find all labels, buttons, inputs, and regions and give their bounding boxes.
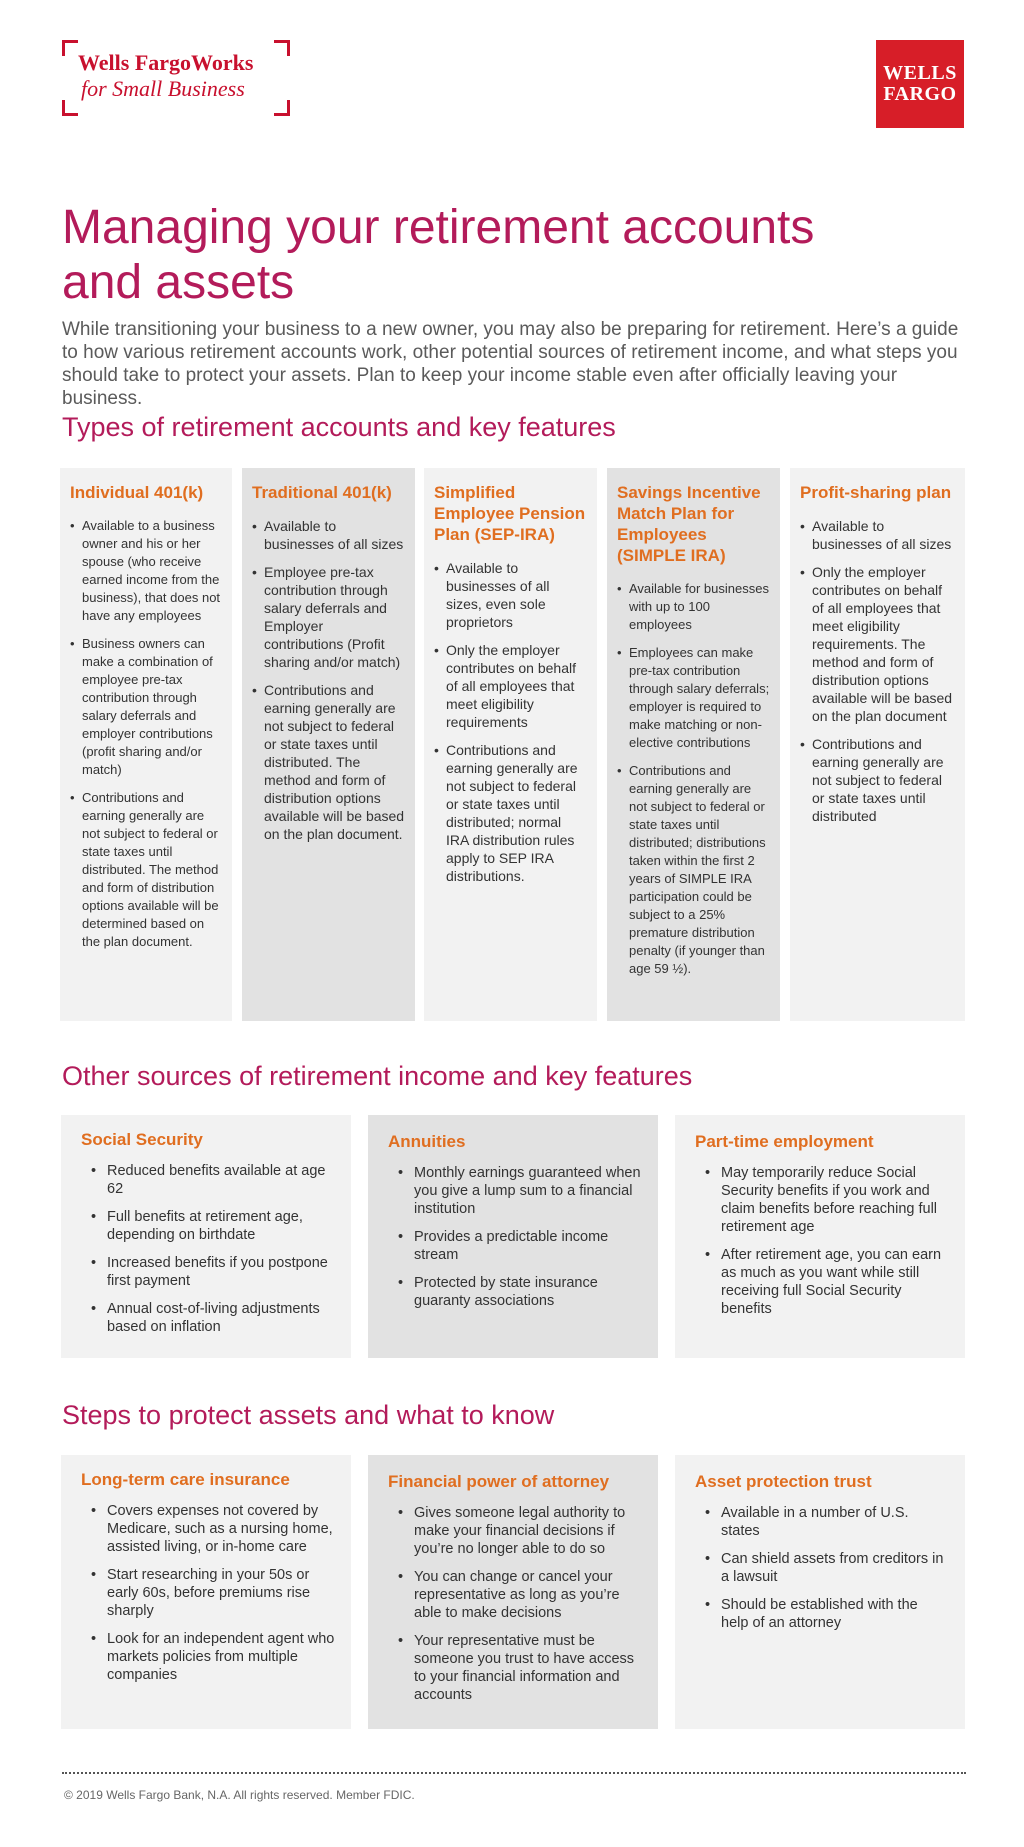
list-item: • Start researching in your 50s or early 60s, before premiums rise sharply <box>89 1566 335 1620</box>
list-item: • Increased benefits if you postpone first payment <box>89 1254 335 1290</box>
wells-fargo-logo-line-2: FARGO <box>883 83 957 105</box>
list-item: • Look for an independent agent who markets policies from multiple companies <box>89 1630 335 1684</box>
list-item: • You can change or cancel your representative as long as you’re able to make decisions <box>396 1568 642 1622</box>
card-list <box>617 580 770 978</box>
list-item: • Contributions and earning generally are not subject to federal or state taxes until distributed; distributions taken within the first 2 years of SIMPLE IRA participation could be subject to a 25% premature distribution penalty (if younger than age 59 ½). <box>617 762 770 978</box>
card-title: Part-time employment <box>695 1132 874 1151</box>
footer-divider <box>62 1772 966 1774</box>
logo-line-2: for Small Business <box>81 76 245 101</box>
list-item: • May temporarily reduce Social Security benefits if you work and claim benefits before reaching full retirement age <box>703 1164 949 1236</box>
logo-bracket-top-left <box>62 40 78 56</box>
card-asset-protection-trust <box>675 1455 965 1729</box>
card-title: Simplified Employee Pension Plan (SEP-IRA) <box>434 483 586 544</box>
list-item: • Annual cost-of-living adjustments based on inflation <box>89 1300 335 1336</box>
list-item: • Available to businesses of all sizes <box>800 517 955 553</box>
list-item: • Contributions and earning generally are not subject to federal or state taxes until distributed. The method and form of distribution options available will be determined based on the plan document. <box>70 789 222 951</box>
card-title: Individual 401(k) <box>70 483 204 502</box>
list-item: • Should be established with the help of an attorney <box>703 1596 949 1632</box>
card-title: Financial power of attorney <box>388 1472 610 1491</box>
list-item: • Available for businesses with up to 100 employees <box>617 580 770 634</box>
list-item: • Only the employer contributes on behalf of all employees that meet eligibility requirements. The method and form of distribution options available will be based on the plan document <box>800 563 955 725</box>
card-title: Asset protection trust <box>695 1472 872 1491</box>
page-title: Managing your retirement accounts and assets <box>62 201 815 309</box>
card-title: Long-term care insurance <box>81 1470 290 1489</box>
list-item: • Contributions and earning generally are not subject to federal or state taxes until distributed <box>800 735 955 825</box>
card-list <box>695 1504 949 1632</box>
list-item: • Contributions and earning generally are not subject to federal or state taxes until distributed; normal IRA distribution rules apply to SEP IRA distributions. <box>434 741 587 885</box>
card-individual-401k <box>60 468 232 1021</box>
list-item: • Available in a number of U.S. states <box>703 1504 949 1540</box>
list-item: • Full benefits at retirement age, depending on birthdate <box>89 1208 335 1244</box>
list-item: • Monthly earnings guaranteed when you give a lump sum to a financial institution <box>396 1164 642 1218</box>
card-long-term-care-insurance <box>61 1455 351 1729</box>
list-item: • Only the employer contributes on behalf of all employees that meet eligibility requirements <box>434 641 587 731</box>
list-item: • Provides a predictable income stream <box>396 1228 642 1264</box>
list-item: • Business owners can make a combination of employee pre-tax contribution through salary deferrals and employer contributions (profit sharing and/or match) <box>70 635 222 779</box>
list-item: • Available to a business owner and his or her spouse (who receive earned income from the business), that does not have any employees <box>70 517 222 625</box>
intro-paragraph: While transitioning your business to a new owner, you may also be preparing for retirement. Here’s a guide to how various retirement accounts work, other potential sources of retirement income, and what steps you should take to protect your assets. Plan to keep your income stable even after officially leaving your business. <box>62 319 959 409</box>
card-list <box>434 559 587 885</box>
list-item: • Available to businesses of all sizes <box>252 517 405 553</box>
card-title: Savings Incentive Match Plan for Employees (SIMPLE IRA) <box>617 483 761 565</box>
list-item: • Contributions and earning generally are not subject to federal or state taxes until distributed. The method and form of distribution options available will be based on the plan document. <box>252 681 405 843</box>
list-item: • Protected by state insurance guaranty associations <box>396 1274 642 1310</box>
card-annuities <box>368 1115 658 1358</box>
list-item: • Your representative must be someone you trust to have access to your financial information and accounts <box>396 1632 642 1704</box>
card-simple-ira <box>607 468 780 1021</box>
list-item: • Employees can make pre-tax contribution through salary deferrals; employer is required to make matching or non-elective contributions <box>617 644 770 752</box>
list-item: • Reduced benefits available at age 62 <box>89 1162 335 1198</box>
card-sep-ira <box>424 468 597 1021</box>
list-item: • Gives someone legal authority to make your financial decisions if you’re no longer able to do so <box>396 1504 642 1558</box>
card-profit-sharing <box>790 468 965 1021</box>
list-item: • Employee pre-tax contribution through salary deferrals and Employer contributions (Profit sharing and/or match) <box>252 563 405 671</box>
list-item: • After retirement age, you can earn as much as you want while still receiving full Social Security benefits <box>703 1246 949 1318</box>
card-list <box>695 1164 949 1318</box>
card-list <box>388 1504 642 1704</box>
wells-fargo-logo <box>876 40 964 128</box>
logo-bracket-bottom-right <box>274 100 290 116</box>
logo-line-1: Wells FargoWorks <box>78 50 254 75</box>
footer-copyright: © 2019 Wells Fargo Bank, N.A. All rights reserved. Member FDIC. <box>64 1788 415 1802</box>
card-traditional-401k <box>242 468 415 1021</box>
section-protect-assets-title: Steps to protect assets and what to know <box>62 1400 555 1430</box>
card-list <box>81 1502 335 1684</box>
logo-bracket-bottom-left <box>62 100 78 116</box>
list-item: • Can shield assets from creditors in a lawsuit <box>703 1550 949 1586</box>
card-list <box>70 517 222 951</box>
card-list <box>388 1164 642 1310</box>
card-social-security <box>61 1115 351 1358</box>
card-title: Annuities <box>388 1132 466 1151</box>
card-title: Social Security <box>81 1130 203 1149</box>
card-part-time-employment <box>675 1115 965 1358</box>
card-title: Profit-sharing plan <box>800 483 952 502</box>
wells-fargo-logo-line-1: WELLS <box>883 62 957 84</box>
section-other-income-title: Other sources of retirement income and key features <box>62 1061 693 1091</box>
wellsfargoworks-logo <box>62 40 290 116</box>
section-retirement-accounts-title: Types of retirement accounts and key features <box>62 412 616 442</box>
card-list <box>252 517 405 843</box>
list-item: • Covers expenses not covered by Medicare, such as a nursing home, assisted living, or in-home care <box>89 1502 335 1556</box>
card-financial-power-of-attorney <box>368 1455 658 1729</box>
card-title: Traditional 401(k) <box>252 483 392 502</box>
list-item: • Available to businesses of all sizes, even sole proprietors <box>434 559 587 631</box>
logo-bracket-top-right <box>274 40 290 56</box>
card-list <box>81 1162 335 1336</box>
card-list <box>800 517 955 825</box>
